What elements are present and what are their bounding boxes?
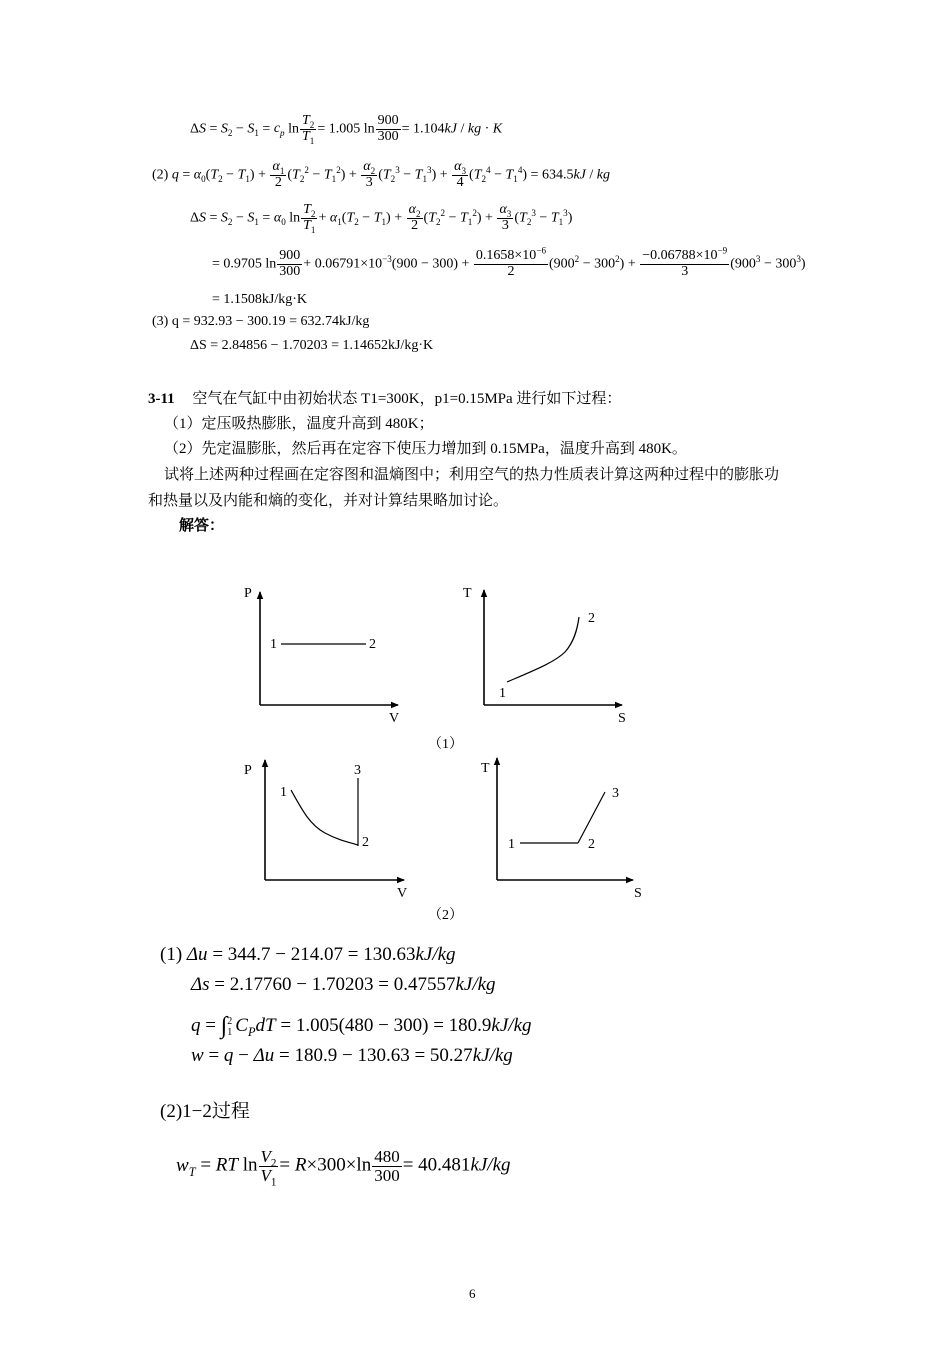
ts1-point-1: 1: [499, 686, 506, 701]
pv2-axis-p: P: [244, 763, 252, 778]
problem-task-line-1: 试将上述两种过程画在定容图和温熵图中；利用空气的热力性质表计算这两种过程中的膨胀功: [164, 467, 780, 483]
pv1-axis-v: V: [389, 711, 400, 726]
ts1-isobar-curve: [507, 617, 579, 682]
figure-caption-1: （1）: [428, 737, 463, 752]
solution-part2-header: (2)1−2过程: [160, 1101, 250, 1122]
page-number: 6: [469, 1286, 476, 1301]
pv1-point-1: 1: [270, 637, 277, 652]
formula-ds-poly: $\Delta S = S_2 - S_1 = \alpha_0$ ln $\frac{T_2}{T_1}$ + $\alpha_1(T_2 - T_1)$ + $\frac{\alpha_2}{2}$ $(T_2^2 - T_1^2)$ + $\frac{\alpha_3}{3}$ $(T_2^3 - T_1^3)$: [190, 202, 573, 235]
pv1-axis-p: P: [244, 586, 252, 601]
pv2-point-3: 3: [354, 763, 361, 778]
pv-diagram-2: [244, 760, 407, 901]
pv-diagram-1: [244, 586, 399, 726]
problem-statement: 空气在气缸中由初始状态 T1=300K，p1=0.15MPa 进行如下过程：: [192, 391, 622, 407]
solution-du: (1) Δu = 344.7 − 214.07 = 130.63kJ/kg: [160, 944, 456, 965]
pv1-point-2: 2: [369, 637, 376, 652]
solution-q-integral: q = ∫ 2 1 $C_PdT = 1.005(480 - 300) = 180.9kJ/kg$: [191, 1013, 532, 1039]
solution-w: w = q − Δu = 180.9 − 130.63 = 50.27kJ/kg: [191, 1045, 513, 1066]
ts2-isochore-line: [578, 792, 605, 843]
ts2-point-3: 3: [612, 786, 619, 801]
problem-task-line-2: 和热量以及内能和熵的变化，并对计算结果略加讨论。: [148, 493, 509, 509]
formula-ds-result: = 1.1508kJ/kg·K: [212, 292, 308, 307]
figure-caption-2: （2）: [428, 908, 463, 923]
ts2-point-2: 2: [588, 837, 595, 852]
answer-label: 解答：: [179, 518, 225, 534]
problem-item-2: （2）先定温膨胀，然后再在定容下使压力增加到 0.15MPa，温度升高到 480K。: [164, 441, 687, 457]
formula-ds-table: ΔS = 2.84856 − 1.70203 = 1.14652kJ/kg·K: [190, 338, 434, 353]
pv2-point-1: 1: [280, 785, 287, 800]
formula-ds-cp: $\Delta S = S_2 - S_1 = c_p$ ln $\frac{T_2}{T_1}$ = 1.005 ln $\frac{900}{300}$ = 1.104kJ / kg · K: [190, 113, 503, 146]
ts1-axis-s: S: [618, 711, 626, 726]
pv2-point-2: 2: [362, 835, 369, 850]
pv2-axis-v: V: [397, 886, 408, 901]
ts2-axis-t: T: [481, 761, 490, 776]
solution-ds: Δs = 2.17760 − 1.70203 = 0.47557kJ/kg: [191, 974, 496, 995]
formula-q-poly: (2) $q = \alpha_0(T_2 - T_1)$ + $\frac{\alpha_1}{2}$ $(T_2^2 - T_1^2)$ + $\frac{\alpha_2}{3}$ $(T_2^3 - T_1^3)$ + $\frac{\alpha_3}{4}$ $(T_2^4 - T_1^4) = 634.5kJ$ / kg: [152, 159, 610, 190]
pv2-isotherm-curve: [291, 790, 358, 845]
ts-diagram-1: [463, 586, 626, 726]
formula-q-table: (3) q = 932.93 − 300.19 = 632.74kJ/kg: [152, 314, 370, 329]
solution-isothermal-work: $w_T$ = RT ln $\frac{V_2}{V_1}$ = R×300×ln $\frac{480}{300}$ = 40.481kJ/kg: [176, 1147, 511, 1189]
ts-diagram-2: [481, 758, 642, 901]
problem-item-1: （1）定压吸热膨胀，温度升高到 480K；: [164, 416, 434, 432]
problem-number: 3-11: [148, 391, 175, 407]
ts1-axis-t: T: [463, 586, 472, 601]
ts1-point-2: 2: [588, 611, 595, 626]
formula-ds-numeric: = 0.9705 ln $\frac{900}{300}$ + $0.06791\times 10^{-3}(900 - 300)$ + $\frac{0.1658\times 10^{-6}}{2}$ $(900^2 - 300^2)$ + $\frac{-0.06788\times 10^{-9}}{3}$ $(900^3 - 300^3)$: [212, 245, 806, 279]
ts2-point-1: 1: [508, 837, 515, 852]
ts2-axis-s: S: [634, 886, 642, 901]
